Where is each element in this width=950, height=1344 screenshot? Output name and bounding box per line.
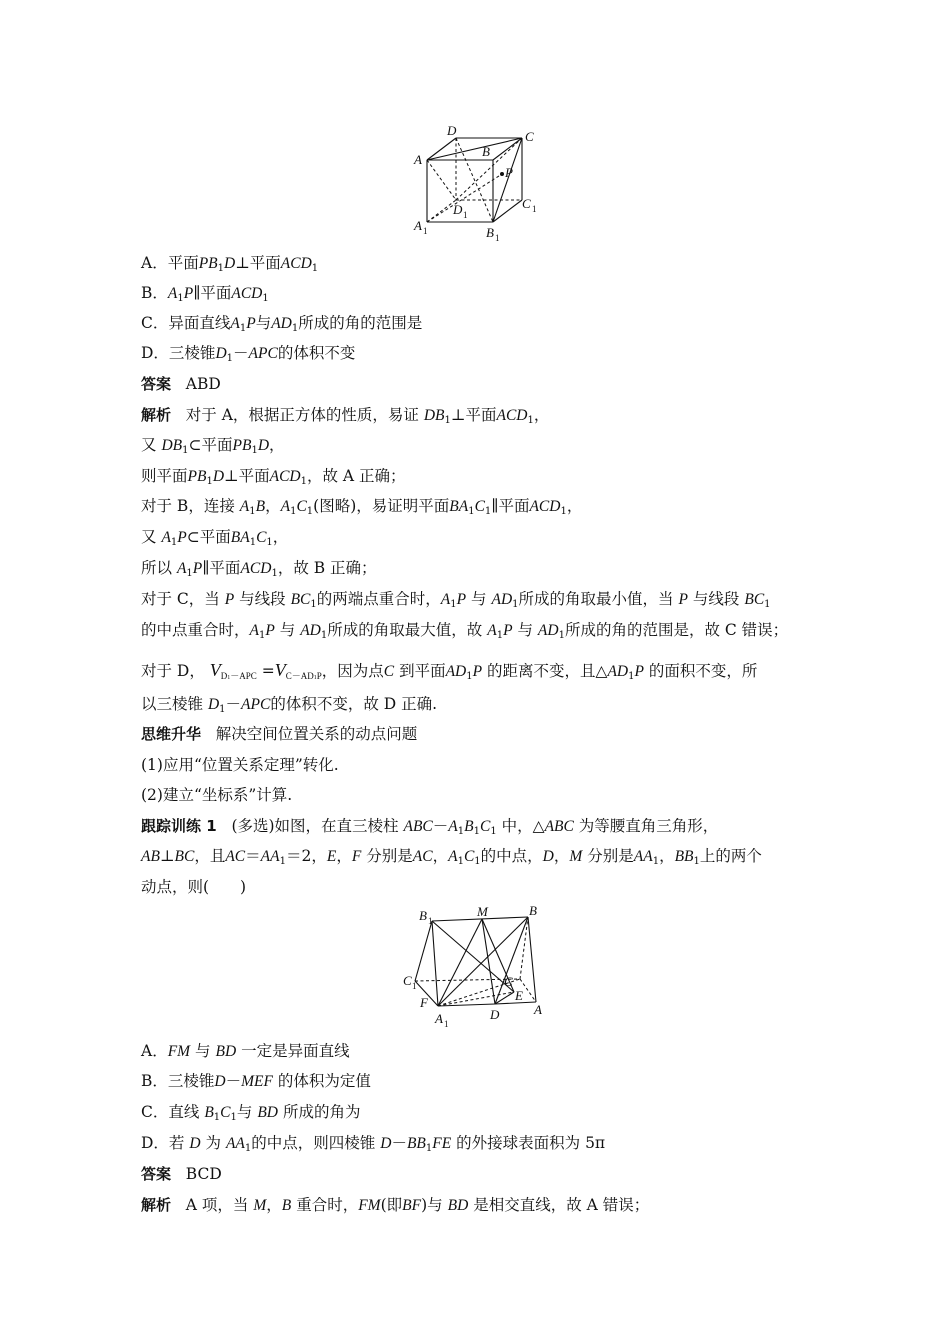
prism-figure — [402, 904, 552, 1032]
svg-text:1: 1 — [463, 210, 468, 220]
q1-analysis-7: 对于 C，当 P 与线段 $BC_1$的两端点重合时，$A_1P$ 与 $AD_1$所成的角取最小值，当 P 与线段 $BC_1$ — [141, 590, 771, 610]
label-a: A — [414, 152, 422, 167]
svg-text:1: 1 — [444, 1019, 449, 1029]
svg-text:1: 1 — [495, 233, 500, 243]
svg-text:1: 1 — [412, 981, 417, 991]
q2-option-a: A．FM 与 BD 一定是异面直线 — [141, 1042, 350, 1060]
q2-option-d: D．若 D 为 $AA_1$的中点，则四棱锥 $D-BB_1FE$ 的外接球表面积为 5π — [141, 1134, 606, 1154]
label-m: M — [477, 904, 488, 919]
label-b1: B — [486, 225, 494, 240]
q2-stem-3: 动点，则( ) — [141, 878, 247, 896]
q2-stem-2: AB⊥BC，且$AC=AA_1=2$，E，F 分别是AC，$A_1C_1$的中点，D，M 分别是$AA_1$，$BB_1$上的两个 — [141, 847, 762, 867]
summary-point-1: (1)应用“位置关系定理”转化. — [141, 756, 339, 774]
q1-analysis-6: 所以 $A_1P\parallel$平面$ACD_1$，故 B 正确； — [141, 559, 377, 579]
q1-option-d: D．三棱锥$D_1-APC$的体积不变 — [141, 344, 356, 364]
q1-analysis-10: 以三棱锥 $D_1-APC$的体积不变，故 D 正确. — [141, 695, 438, 715]
svg-text:1: 1 — [423, 226, 428, 236]
q2-option-c: C．直线 $B_1C_1$与 BD 所成的角为 — [141, 1103, 361, 1123]
summary-heading: 思维升华 解决空间位置关系的动点问题 — [141, 725, 418, 743]
q2-analysis-1: 解析 A 项，当 M，B 重合时，FM(即BF)与 BD 是相交直线，故 A 错误； — [141, 1196, 650, 1214]
cube-figure — [405, 122, 555, 244]
label-b1: B — [419, 908, 427, 923]
q1-analysis-9: 对于 D， $V_{D1-APC} =V_{C-AD1P}$，因为点C 到平面$AD_1P$ 的距离不变，且$\triangle AD_1P$ 的面积不变，所 — [141, 660, 758, 682]
label-c1: C — [522, 196, 531, 211]
q2-option-b: B．三棱锥D－MEF 的体积为定值 — [141, 1072, 371, 1090]
label-a1: A — [414, 218, 422, 233]
q1-analysis-1: 解析 对于 A，根据正方体的性质，易证 $DB_1\perp$平面$ACD_1$， — [141, 406, 550, 426]
label-b: B — [482, 144, 490, 159]
q1-answer: 答案 ABD — [141, 375, 221, 393]
label-a: A — [534, 1002, 542, 1017]
label-c: C — [504, 974, 513, 989]
q1-option-b: B．$A_1P\parallel$平面$ACD_1$ — [141, 284, 269, 304]
q1-option-c: C．异面直线$A_1P$与$AD_1$所成的角的范围是 — [141, 314, 423, 334]
q1-analysis-2: 又 $DB_1\subset$平面$PB_1D$， — [141, 436, 285, 456]
label-d1: D — [453, 202, 463, 217]
label-e: E — [515, 988, 523, 1003]
q1-option-a: A．平面$PB_1D\perp$平面$ACD_1$ — [141, 254, 319, 274]
label-d: D — [490, 1007, 500, 1022]
svg-text:1: 1 — [428, 916, 433, 926]
q2-stem-1: 跟踪训练 1 (多选)如图，在直三棱柱 $ABC-A_1B_1C_1$ 中，△ABC 为等腰直角三角形， — [141, 817, 719, 837]
label-b: B — [529, 904, 537, 918]
q2-answer: 答案 BCD — [141, 1165, 222, 1183]
q1-analysis-4: 对于 B，连接 $A_1B$，$A_1C_1$(图略)，易证明平面$BA_1C_1\parallel$平面$ACD_1$， — [141, 497, 583, 517]
q1-analysis-8: 的中点重合时，$A_1P$ 与 $AD_1$所成的角取最大值，故 $A_1P$ 与 $AD_1$所成的角的范围是，故 C 错误； — [141, 621, 789, 641]
label-c1: C — [403, 973, 412, 988]
summary-point-2: (2)建立“坐标系”计算. — [141, 786, 293, 804]
label-p: P — [505, 165, 513, 180]
label-f: F — [420, 995, 428, 1010]
label-a1: A — [435, 1011, 443, 1026]
label-c: C — [525, 129, 534, 144]
point-p — [500, 172, 504, 176]
svg-text:1: 1 — [532, 204, 537, 214]
label-d: D — [447, 123, 457, 138]
q1-analysis-3: 则平面$PB_1D\perp$平面$ACD_1$，故 A 正确； — [141, 467, 406, 487]
q1-analysis-5: 又 $A_1P\subset$平面$BA_1C_1$， — [141, 528, 289, 548]
